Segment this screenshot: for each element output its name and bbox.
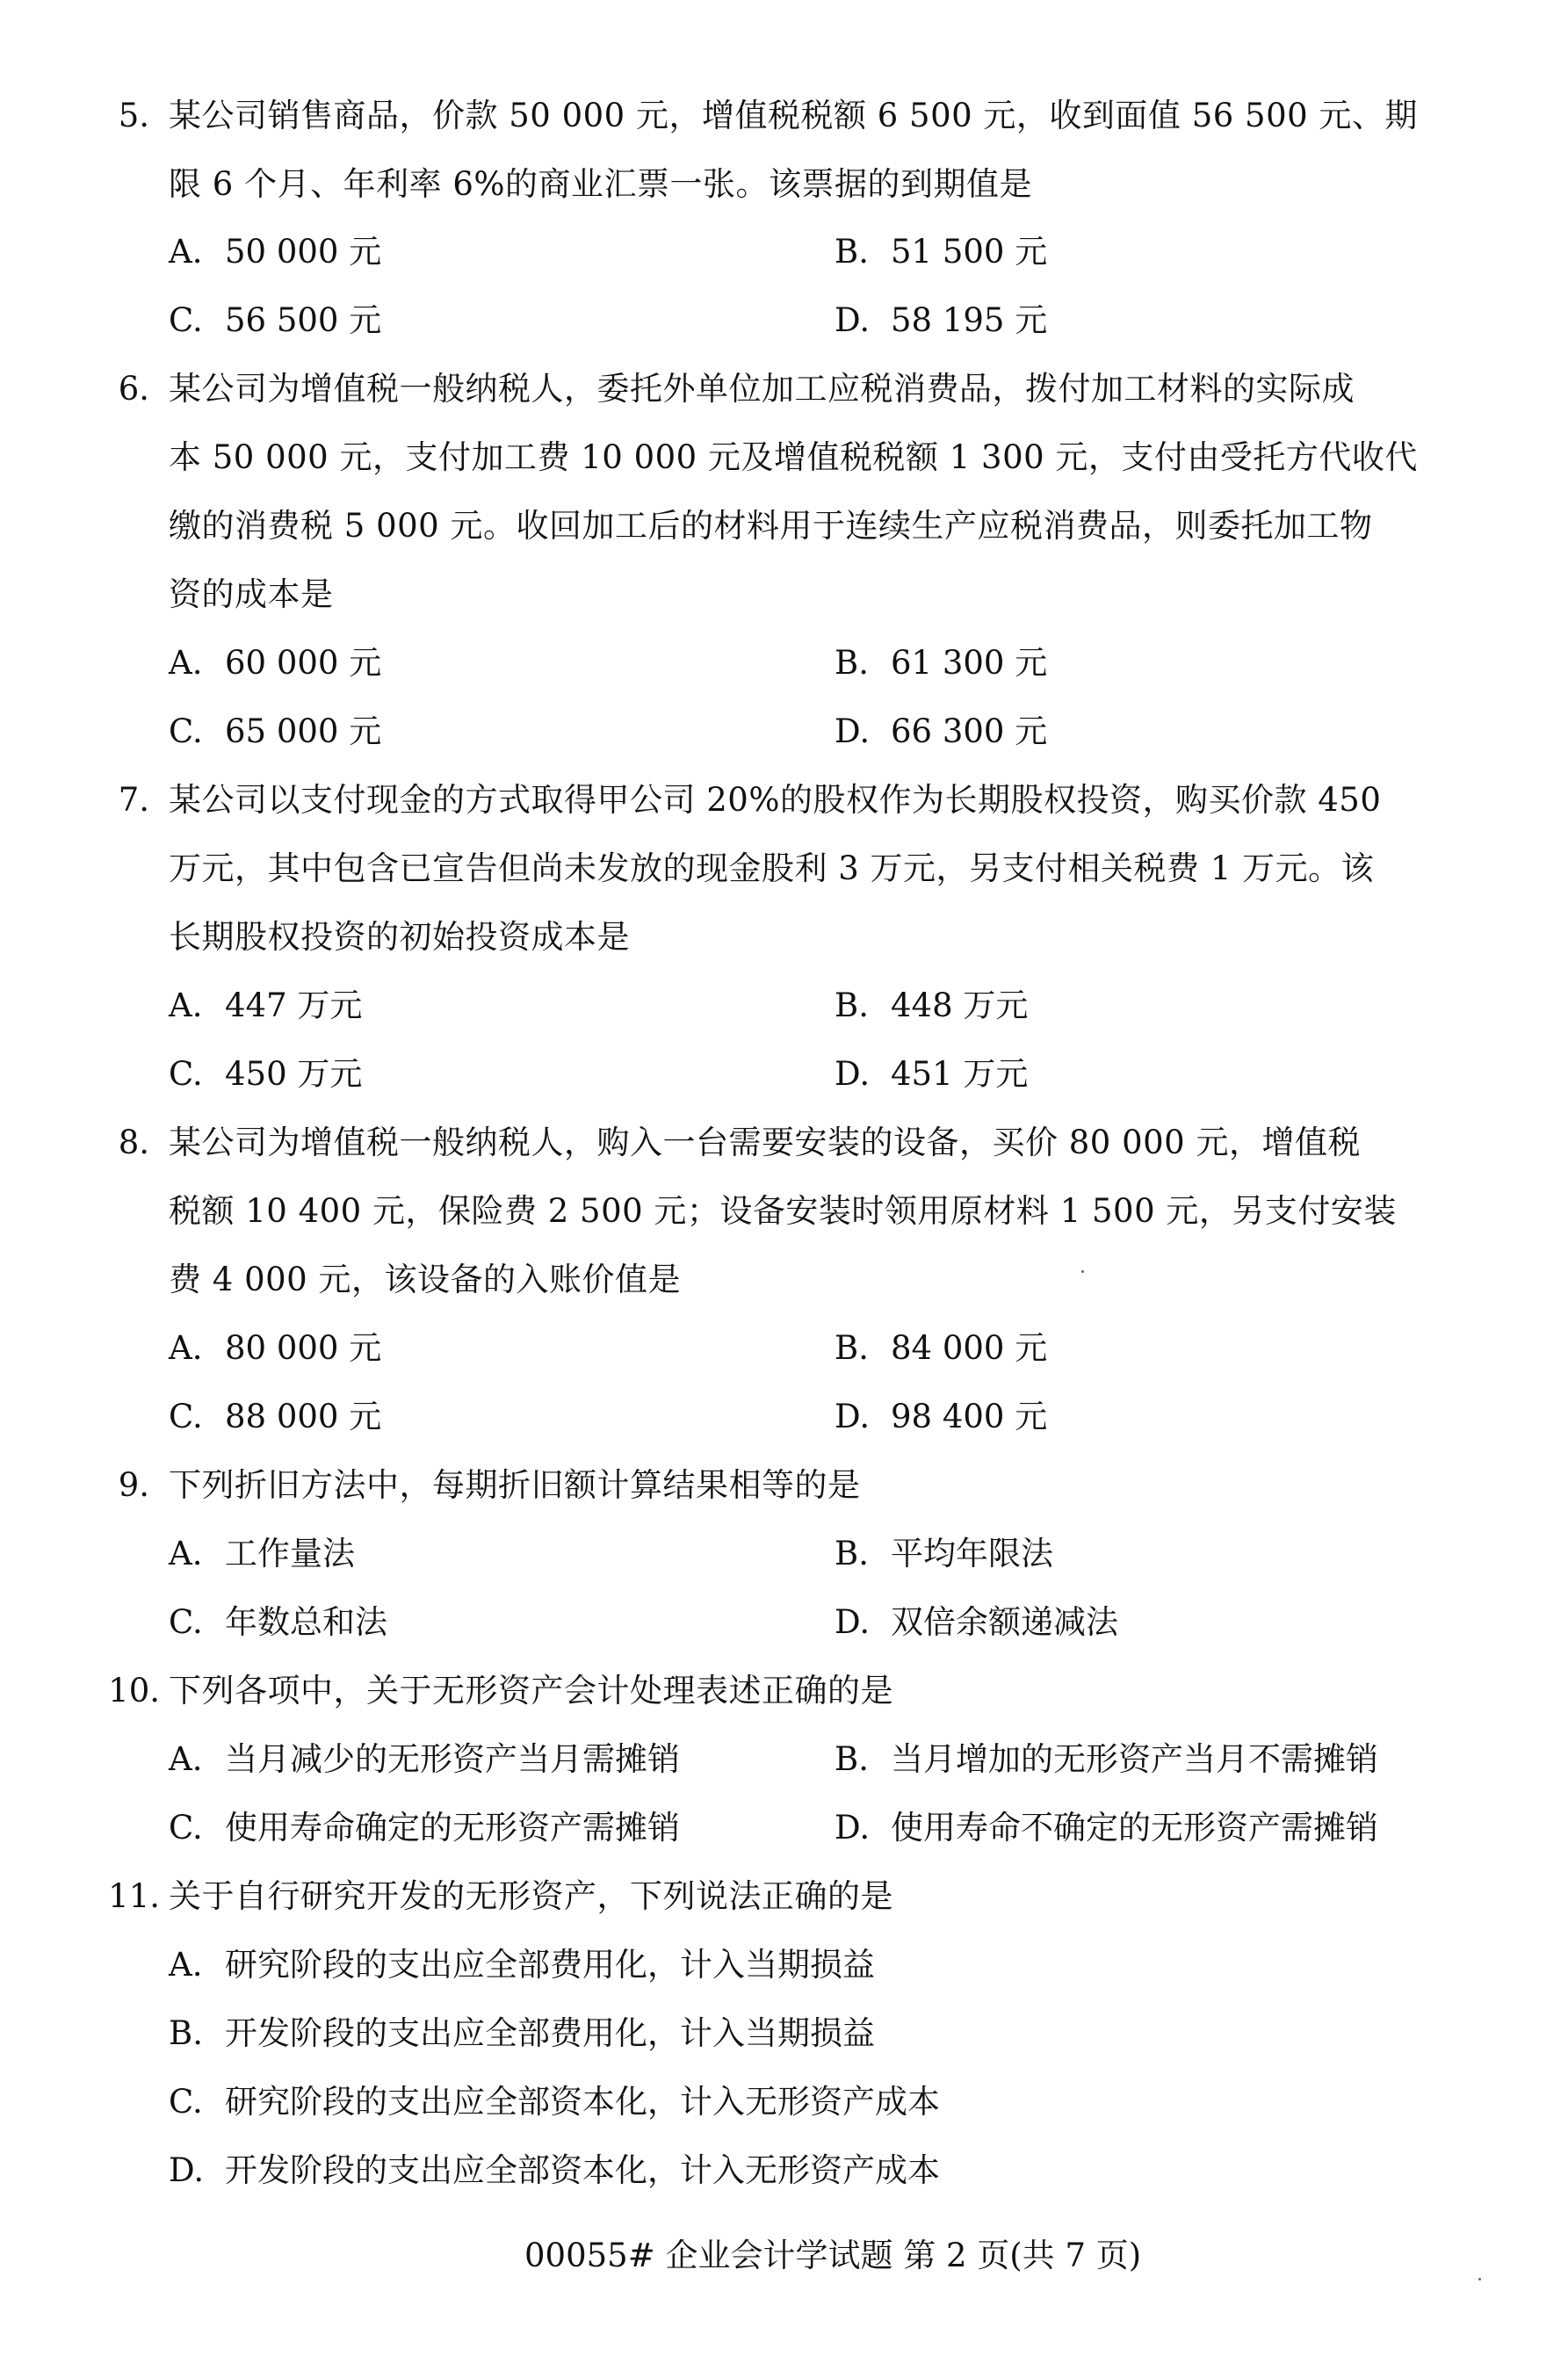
option-text: 开发阶段的支出应全部资本化，计入无形资产成本: [225, 2151, 940, 2189]
option-a: [169, 1740, 680, 1779]
option-b: [835, 1740, 1378, 1779]
option-letter: A.: [169, 233, 203, 271]
option-text: 开发阶段的支出应全部费用化，计入当期损益: [225, 2014, 875, 2052]
option-d: [835, 1603, 1118, 1642]
option-text: 年数总和法: [225, 1603, 387, 1641]
option-text: 56 500 元: [225, 301, 382, 339]
option-d: [835, 1809, 1378, 1847]
option-letter: A.: [169, 1535, 203, 1572]
option-letter: D.: [835, 1809, 871, 1847]
option-letter: C.: [169, 301, 203, 339]
scan-speck: [1478, 2278, 1481, 2280]
page-footer: 00055# 企业会计学试题 第 2 页(共 7 页): [524, 2237, 1142, 2274]
option-letter: C.: [169, 1809, 203, 1847]
question-number: 5.: [118, 97, 149, 134]
option-text: 65 000 元: [225, 712, 382, 750]
option-d: [835, 301, 1047, 340]
question-number: 7.: [118, 781, 149, 819]
option-d: [169, 2151, 940, 2190]
option-text: 使用寿命不确定的无形资产需摊销: [891, 1809, 1378, 1847]
question-number: 10.: [108, 1672, 160, 1709]
option-text: 平均年限法: [891, 1535, 1053, 1572]
question-stem-line: 税额 10 400 元，保险费 2 500 元；设备安装时领用原材料 1 500 元，另支付安装: [169, 1192, 1397, 1230]
question-number: 6.: [118, 370, 149, 408]
question-number: 9.: [118, 1466, 149, 1504]
option-c: [169, 1398, 381, 1436]
question-stem-line: 关于自行研究开发的无形资产，下列说法正确的是: [169, 1877, 893, 1915]
option-a: [169, 1946, 875, 1984]
option-b: [169, 2014, 875, 2053]
question-stem-line: 资的成本是: [169, 575, 334, 613]
option-a: [169, 987, 362, 1025]
option-letter: D.: [835, 1055, 871, 1093]
option-letter: D.: [835, 1603, 871, 1641]
option-letter: C.: [169, 2083, 203, 2121]
option-c: [169, 1809, 680, 1847]
option-text: 双倍余额递减法: [891, 1603, 1118, 1641]
option-b: [835, 233, 1047, 271]
option-b: [835, 1329, 1047, 1368]
option-text: 61 300 元: [891, 644, 1048, 682]
option-letter: D.: [835, 712, 871, 750]
question-stem-line: 缴的消费税 5 000 元。收回加工后的材料用于连续生产应税消费品，则委托加工物: [169, 507, 1373, 545]
option-letter: A.: [169, 644, 203, 682]
option-letter: A.: [169, 1329, 203, 1367]
question-stem-line: 某公司为增值税一般纳税人，委托外单位加工应税消费品，拨付加工材料的实际成: [169, 370, 1355, 408]
option-letter: D.: [169, 2151, 205, 2189]
scan-speck: [1081, 1270, 1084, 1273]
option-letter: C.: [169, 1055, 203, 1093]
option-c: [169, 1055, 362, 1094]
option-letter: D.: [835, 1398, 871, 1435]
option-letter: B.: [835, 1740, 869, 1778]
option-letter: B.: [835, 1329, 869, 1367]
option-text: 60 000 元: [225, 644, 382, 682]
option-letter: C.: [169, 712, 203, 750]
option-c: [169, 2083, 940, 2121]
option-c: [169, 1603, 387, 1642]
option-a: [169, 1329, 381, 1368]
question-stem-line: 费 4 000 元，该设备的入账价值是: [169, 1261, 681, 1298]
option-text: 58 195 元: [891, 301, 1048, 339]
question-stem-line: 某公司为增值税一般纳税人，购入一台需要安装的设备，买价 80 000 元，增值税: [169, 1124, 1361, 1161]
option-letter: C.: [169, 1398, 203, 1435]
option-text: 84 000 元: [891, 1329, 1048, 1367]
option-text: 研究阶段的支出应全部费用化，计入当期损益: [225, 1946, 875, 1984]
option-b: [835, 644, 1047, 683]
option-text: 66 300 元: [891, 712, 1048, 750]
question-stem-line: 某公司以支付现金的方式取得甲公司 20%的股权作为长期股权投资，购买价款 450: [169, 781, 1382, 819]
option-text: 使用寿命确定的无形资产需摊销: [225, 1809, 680, 1847]
option-text: 451 万元: [891, 1055, 1029, 1093]
option-letter: B.: [835, 1535, 869, 1572]
option-text: 研究阶段的支出应全部资本化，计入无形资产成本: [225, 2083, 940, 2121]
option-text: 50 000 元: [225, 233, 382, 271]
option-letter: C.: [169, 1603, 203, 1641]
option-text: 80 000 元: [225, 1329, 382, 1367]
option-letter: B.: [835, 233, 869, 271]
question-stem-line: 下列折旧方法中，每期折旧额计算结果相等的是: [169, 1466, 861, 1504]
option-letter: B.: [835, 987, 869, 1024]
option-text: 当月减少的无形资产当月需摊销: [225, 1740, 680, 1778]
question-stem-line: 长期股权投资的初始投资成本是: [169, 918, 630, 956]
option-text: 51 500 元: [891, 233, 1048, 271]
option-letter: B.: [169, 2014, 203, 2052]
option-a: [169, 233, 381, 271]
option-c: [169, 712, 381, 751]
option-b: [835, 1535, 1053, 1573]
option-text: 当月增加的无形资产当月不需摊销: [891, 1740, 1378, 1778]
option-text: 447 万元: [225, 987, 363, 1024]
option-letter: A.: [169, 987, 203, 1024]
option-d: [835, 712, 1047, 751]
option-c: [169, 301, 381, 340]
option-d: [835, 1055, 1028, 1094]
option-text: 98 400 元: [891, 1398, 1048, 1435]
option-text: 450 万元: [225, 1055, 363, 1093]
option-text: 448 万元: [891, 987, 1029, 1024]
question-stem-line: 万元，其中包含已宣告但尚未发放的现金股利 3 万元，另支付相关税费 1 万元。该: [169, 849, 1375, 887]
option-text: 工作量法: [225, 1535, 355, 1572]
option-letter: A.: [169, 1740, 203, 1778]
question-stem-line: 某公司销售商品，价款 50 000 元，增值税税额 6 500 元，收到面值 56 500 元、期: [169, 97, 1418, 134]
option-a: [169, 1535, 355, 1573]
option-letter: B.: [835, 644, 869, 682]
question-number: 11.: [108, 1877, 160, 1915]
option-letter: D.: [835, 301, 871, 339]
question-stem-line: 限 6 个月、年利率 6%的商业汇票一张。该票据的到期值是: [169, 165, 1033, 203]
option-text: 88 000 元: [225, 1398, 382, 1435]
option-a: [169, 644, 381, 683]
question-stem-line: 下列各项中，关于无形资产会计处理表述正确的是: [169, 1672, 893, 1709]
option-d: [835, 1398, 1047, 1436]
option-b: [835, 987, 1028, 1025]
question-number: 8.: [118, 1124, 149, 1161]
option-letter: A.: [169, 1946, 203, 1984]
question-stem-line: 本 50 000 元，支付加工费 10 000 元及增值税税额 1 300 元，支付由受托方代收代: [169, 438, 1418, 476]
